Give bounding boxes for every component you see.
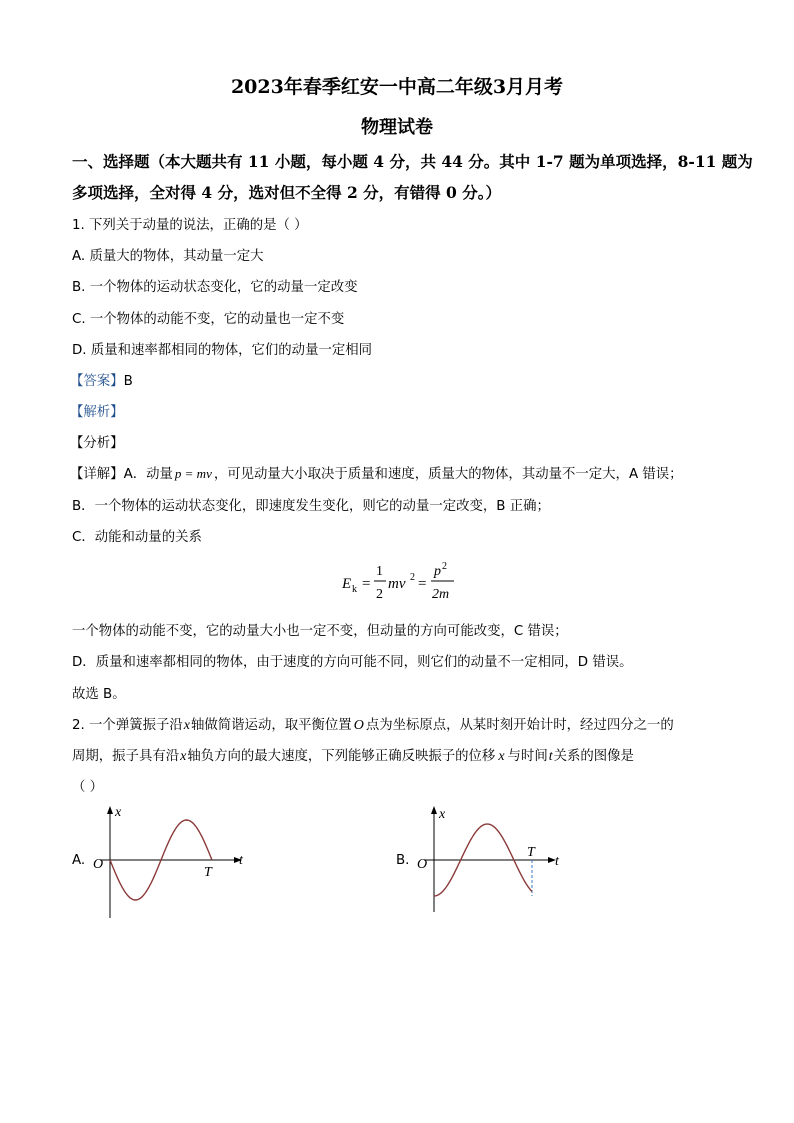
option-b-period-label: T — [527, 845, 535, 860]
option-b-origin-label: O — [417, 857, 428, 872]
question-1-option-a: A. 质量大的物体，其动量一定大 — [72, 249, 264, 264]
question-2-line1 — [72, 714, 674, 734]
equation-ek-sub: k — [352, 584, 357, 595]
question-1-option-d: D. 质量和速率都相同的物体，它们的动量一定相同 — [72, 343, 373, 358]
option-b-label: B. — [396, 853, 410, 868]
page-title: 2023年春季红安一中高二年级3月月考 — [230, 76, 564, 98]
equation-mv-exp: 2 — [410, 572, 415, 583]
option-a-origin-label: O — [93, 857, 104, 872]
q2-text-2d: 关系的图像是 — [553, 749, 634, 764]
section-instructions-line1: 一、选择题（本大题共有 11 小题，每小题 4 分，共 44 分。其中 1-7 题为单项选择，8-11 题为 — [72, 152, 753, 171]
frac1-numerator: 1 — [376, 564, 383, 579]
question-1-option-c: C. 一个物体的动能不变，它的动量也一定不变 — [72, 312, 345, 327]
q2-text-1c: 点为坐标原点，从某时刻开始计时，经过四分之一的 — [365, 718, 674, 733]
option-a-axis-x-label: x — [115, 805, 122, 820]
q2-var-x-2: x — [180, 749, 187, 764]
detail-c-line: C．动能和动量的关系 — [72, 530, 202, 545]
option-b-x-arrow — [431, 806, 437, 814]
detail-a-line — [70, 463, 683, 482]
equation-equals-1: = — [362, 576, 371, 592]
option-b-axis-t-label: t — [555, 854, 559, 869]
detail-a-suffix: ，可见动量大小取决于质量和速度，质量大的物体，其动量不一定大，A 错误； — [213, 467, 683, 482]
equation-equals-2: = — [418, 576, 427, 592]
answer-tag: 【答案】 — [70, 374, 124, 389]
detail-c2-line: 一个物体的动能不变，它的动量大小也一定不变，但动量的方向可能改变，C 错误； — [72, 624, 568, 639]
q2-text-1a: 2. 一个弹簧振子沿 — [72, 718, 183, 733]
option-a-axis-t-label: t — [239, 853, 243, 868]
option-b-graph — [410, 800, 580, 925]
option-a-graph — [86, 800, 256, 925]
q2-text-2c: 与时间 — [507, 749, 548, 764]
kinetic-energy-equation — [330, 558, 470, 608]
question-1-option-b: B. 一个物体的运动状态变化，它的动量一定改变 — [72, 280, 358, 295]
option-a-x-arrow — [107, 806, 113, 814]
q2-text-2b: 轴负方向的最大速度，下列能够正确反映振子的位移 — [187, 749, 496, 764]
option-a-period-label: T — [204, 865, 212, 880]
equation-mv: mv — [388, 576, 406, 592]
question-1-stem: 1. 下列关于动量的说法，正确的是（ ） — [72, 218, 308, 233]
q2-text-2a: 周期，振子具有沿 — [72, 749, 180, 764]
detail-b-line: B．一个物体的运动状态变化，即速度发生变化，则它的动量一定改变，B 正确； — [72, 499, 550, 514]
q2-text-1b: 轴做简谐运动，取平衡位置 — [191, 718, 352, 733]
equation-ek: E — [342, 576, 352, 592]
frac2-numerator: p — [434, 564, 441, 579]
q2-var-O: O — [353, 718, 364, 733]
fenxi-tag: 【分析】 — [70, 436, 124, 451]
frac1-denominator: 2 — [376, 587, 383, 602]
page-subtitle: 物理试卷 — [361, 117, 433, 138]
analysis-tag: 【解析】 — [70, 405, 124, 420]
q2-var-x-3: x — [498, 749, 505, 764]
question-2-paren: （ ） — [72, 780, 104, 795]
answer-value: B — [123, 374, 133, 389]
answer-line — [70, 370, 133, 389]
detail-tag: 【详解】 — [70, 467, 124, 482]
section-instructions-line2: 多项选择，全对得 4 分，选对但不全得 2 分，有错得 0 分。） — [72, 183, 501, 202]
frac2-denominator: 2m — [432, 587, 450, 602]
option-b-axis-x-label: x — [439, 807, 446, 822]
frac2-numerator-exp: 2 — [442, 561, 447, 572]
question-2-line2 — [72, 745, 634, 765]
detail-d-line: D．质量和速率都相同的物体，由于速度的方向可能不同，则它们的动量不一定相同，D 错误。 — [72, 655, 633, 670]
q2-var-t: t — [548, 749, 553, 764]
q2-var-x: x — [183, 718, 190, 733]
conclusion-line: 故选 B。 — [72, 687, 126, 702]
detail-a-prefix: A．动量 — [123, 467, 173, 482]
momentum-formula: p = mv — [174, 466, 212, 481]
option-a-label: A. — [72, 853, 86, 868]
